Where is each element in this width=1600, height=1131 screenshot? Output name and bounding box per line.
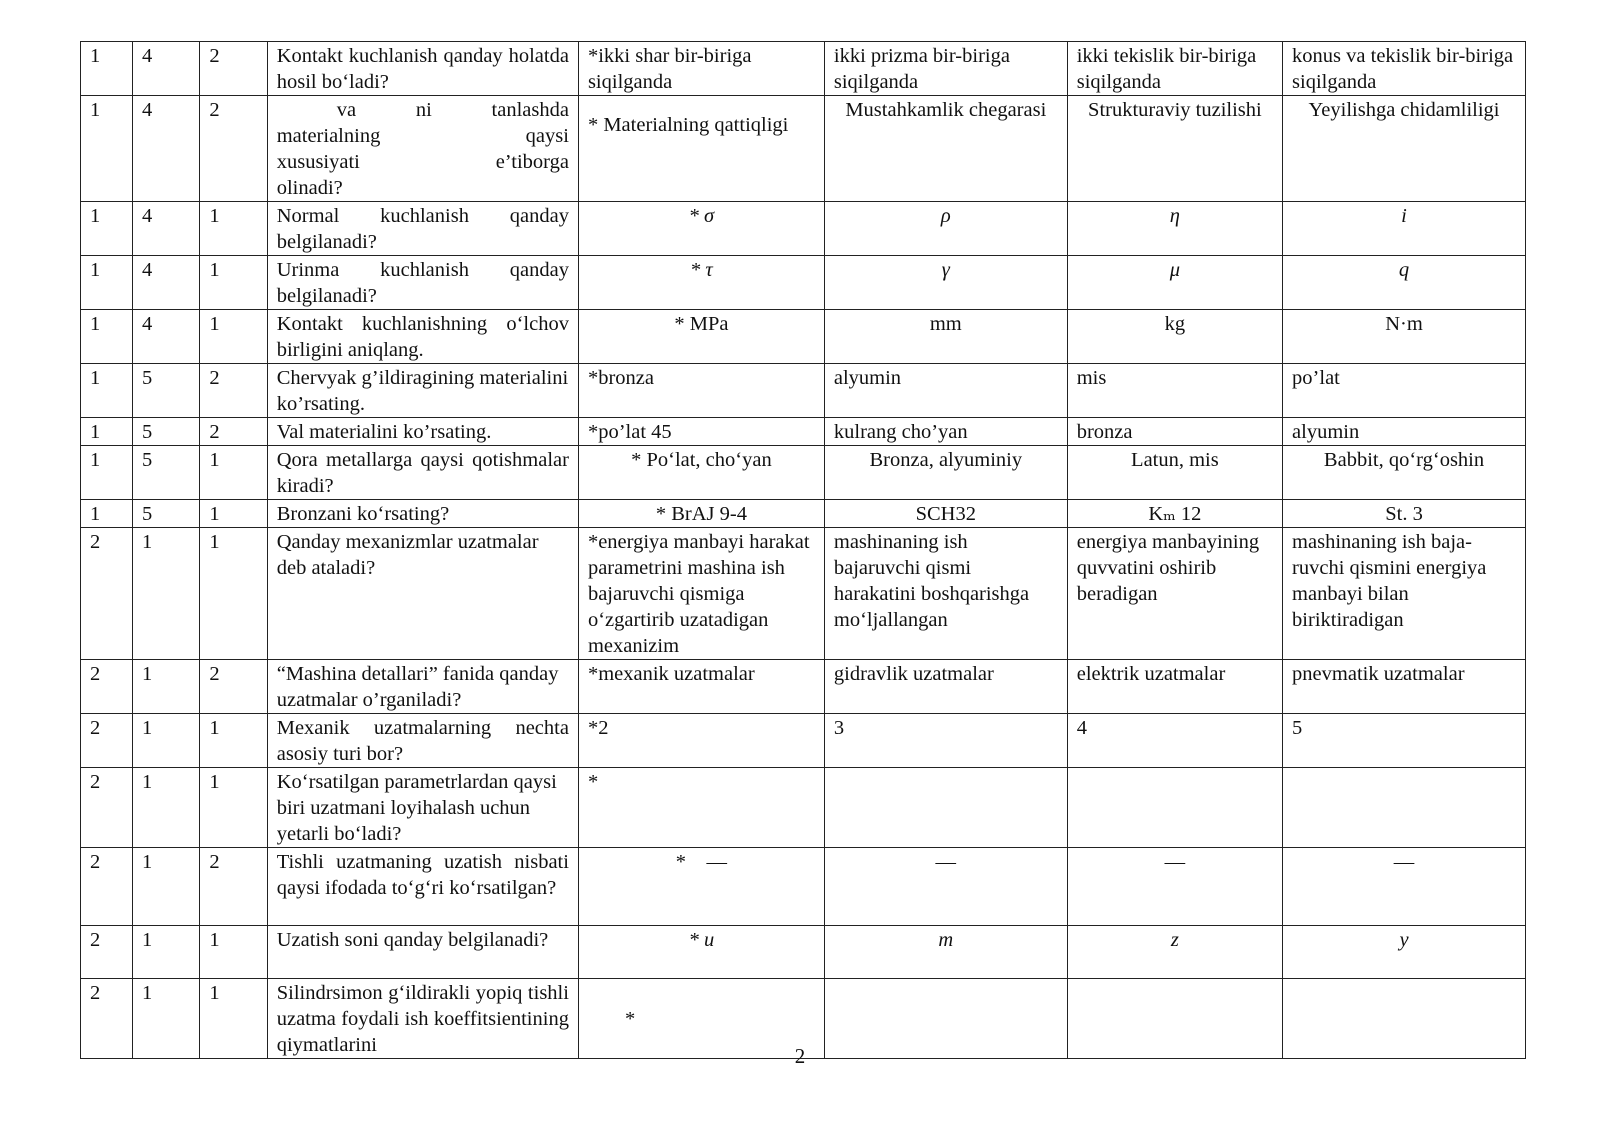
cell-question: Kontakt kuchlanish qanday holatda hosil bo‘ladi? (267, 42, 578, 96)
cell-option-4: i (1283, 202, 1526, 256)
cell-question: Mexanik uzatmalarning nechta asosiy turi bor? (267, 714, 578, 768)
cell-option-2: ikki prizma bir-biriga siqilganda (824, 42, 1067, 96)
cell-topic: 4 (133, 96, 200, 202)
cell-option-2 (824, 768, 1067, 848)
cell-option-4: y (1283, 926, 1526, 979)
cell-section: 2 (81, 926, 133, 979)
cell-option-2: — (824, 848, 1067, 926)
cell-option-4: q (1283, 256, 1526, 310)
cell-option-2: ρ (824, 202, 1067, 256)
cell-level: 2 (200, 418, 267, 446)
cell-option-correct: *2 (578, 714, 824, 768)
cell-option-3: bronza (1067, 418, 1282, 446)
cell-option-4: N·m (1283, 310, 1526, 364)
cell-option-3: Kₘ 12 (1067, 500, 1282, 528)
cell-section: 1 (81, 256, 133, 310)
cell-level: 2 (200, 848, 267, 926)
cell-option-4: — (1283, 848, 1526, 926)
cell-level: 1 (200, 528, 267, 660)
cell-topic: 1 (133, 848, 200, 926)
cell-option-correct: * u (578, 926, 824, 979)
cell-option-2: SCH32 (824, 500, 1067, 528)
cell-level: 2 (200, 660, 267, 714)
cell-option-2: γ (824, 256, 1067, 310)
cell-section: 1 (81, 418, 133, 446)
table-row (81, 96, 1526, 202)
cell-option-3: Strukturaviy tuzilishi (1067, 96, 1282, 202)
cell-topic: 1 (133, 660, 200, 714)
cell-level: 1 (200, 310, 267, 364)
cell-option-3: η (1067, 202, 1282, 256)
table-row (81, 364, 1526, 418)
cell-section: 2 (81, 848, 133, 926)
cell-question: Ko‘rsatilgan parametrlardan qaysi biri uzatmani loyihalash uchun yetarli bo‘ladi? (267, 768, 578, 848)
cell-option-2: gidravlik uzatmalar (824, 660, 1067, 714)
cell-option-3: kg (1067, 310, 1282, 364)
cell-option-3 (1067, 768, 1282, 848)
cell-level: 1 (200, 979, 267, 1059)
table-row (81, 926, 1526, 979)
table-row (81, 418, 1526, 446)
questions-table (80, 41, 1526, 1059)
cell-level: 1 (200, 256, 267, 310)
table-row (81, 848, 1526, 926)
cell-topic: 4 (133, 202, 200, 256)
cell-option-correct: * τ (578, 256, 824, 310)
cell-option-3: μ (1067, 256, 1282, 310)
cell-section: 1 (81, 500, 133, 528)
cell-option-3: mis (1067, 364, 1282, 418)
cell-question: Qora metallarga qaysi qotishmalar kiradi? (267, 446, 578, 500)
cell-topic: 4 (133, 256, 200, 310)
cell-level: 1 (200, 714, 267, 768)
cell-option-2: mashinaning ish bajaruvchi qismi harakatini boshqarishga mo‘ljallangan (824, 528, 1067, 660)
cell-section: 1 (81, 42, 133, 96)
cell-option-2: m (824, 926, 1067, 979)
cell-topic: 5 (133, 500, 200, 528)
cell-section: 1 (81, 202, 133, 256)
cell-option-4: Yeyilishga chidamliligi (1283, 96, 1526, 202)
cell-option-4: mashinaning ish baja-ruvchi qismini energiya manbayi bilan biriktiradigan (1283, 528, 1526, 660)
cell-topic: 5 (133, 446, 200, 500)
cell-section: 2 (81, 528, 133, 660)
cell-option-correct: * BrAJ 9-4 (578, 500, 824, 528)
cell-question: Chervyak g’ildiragining materialini ko’rsating. (267, 364, 578, 418)
cell-option-2: Bronza, alyuminiy (824, 446, 1067, 500)
cell-topic: 4 (133, 42, 200, 96)
cell-option-correct: *energiya manbayi harakat parametrini mashina ish bajaruvchi qismiga o‘zgartirib uzatadigan mexanizim (578, 528, 824, 660)
cell-option-3: z (1067, 926, 1282, 979)
cell-option-4: alyumin (1283, 418, 1526, 446)
cell-topic: 1 (133, 979, 200, 1059)
cell-option-4: konus va tekislik bir-biriga siqilganda (1283, 42, 1526, 96)
cell-option-3: Latun, mis (1067, 446, 1282, 500)
cell-level: 1 (200, 446, 267, 500)
cell-option-correct: *bronza (578, 364, 824, 418)
cell-question: Urinma kuchlanish qanday belgilanadi? (267, 256, 578, 310)
cell-level: 2 (200, 42, 267, 96)
cell-section: 2 (81, 979, 133, 1059)
cell-option-correct: * Po‘lat, cho‘yan (578, 446, 824, 500)
cell-level: 2 (200, 364, 267, 418)
cell-question: Bronzani ko‘rsating? (267, 500, 578, 528)
table-row (81, 256, 1526, 310)
cell-option-2: mm (824, 310, 1067, 364)
cell-question: Normal kuchlanish qanday belgilanadi? (267, 202, 578, 256)
table-row (81, 500, 1526, 528)
cell-option-correct: * — (578, 848, 824, 926)
cell-question: Val materialini ko’rsating. (267, 418, 578, 446)
cell-option-correct: * (578, 979, 824, 1059)
cell-section: 2 (81, 768, 133, 848)
cell-question: Uzatish soni qanday belgilanadi? (267, 926, 578, 979)
cell-option-2: alyumin (824, 364, 1067, 418)
cell-option-4: pnevmatik uzatmalar (1283, 660, 1526, 714)
cell-section: 2 (81, 660, 133, 714)
cell-option-correct: *mexanik uzatmalar (578, 660, 824, 714)
table-row (81, 768, 1526, 848)
table-row (81, 714, 1526, 768)
cell-question: va ni tanlashda materialning qaysi xususiyati e’tiborga olinadi? (267, 96, 578, 202)
cell-option-correct: * Materialning qattiqligi (578, 96, 824, 202)
cell-option-correct: * (578, 768, 824, 848)
cell-topic: 1 (133, 528, 200, 660)
table-row (81, 446, 1526, 500)
cell-option-4 (1283, 768, 1526, 848)
cell-section: 2 (81, 714, 133, 768)
table-row (81, 202, 1526, 256)
cell-level: 1 (200, 926, 267, 979)
cell-option-3: energiya manbayining quvvatini oshirib beradigan (1067, 528, 1282, 660)
cell-question: Qanday mexanizmlar uzatmalar deb ataladi? (267, 528, 578, 660)
cell-topic: 5 (133, 418, 200, 446)
cell-option-correct: * MPa (578, 310, 824, 364)
cell-level: 1 (200, 500, 267, 528)
table-row (81, 660, 1526, 714)
cell-topic: 1 (133, 926, 200, 979)
cell-option-4: po’lat (1283, 364, 1526, 418)
page-number: 2 (794, 1044, 806, 1068)
cell-option-3: elektrik uzatmalar (1067, 660, 1282, 714)
cell-level: 2 (200, 96, 267, 202)
cell-topic: 5 (133, 364, 200, 418)
table-row (81, 310, 1526, 364)
cell-option-3: — (1067, 848, 1282, 926)
cell-option-correct: *po’lat 45 (578, 418, 824, 446)
cell-topic: 1 (133, 768, 200, 848)
cell-level: 1 (200, 202, 267, 256)
cell-option-3: ikki tekislik bir-biriga siqilganda (1067, 42, 1282, 96)
cell-question: Tishli uzatmaning uzatish nisbati qaysi ifodada to‘g‘ri ko‘rsatilgan? (267, 848, 578, 926)
cell-option-4: Babbit, qo‘rg‘oshin (1283, 446, 1526, 500)
cell-topic: 1 (133, 714, 200, 768)
cell-question: Silindrsimon g‘ildirakli yopiq tishli uzatma foydali ish koeffitsientining qiymatlarini (267, 979, 578, 1059)
cell-option-3: 4 (1067, 714, 1282, 768)
cell-question: Kontakt kuchlanishning o‘lchov birligini aniqlang. (267, 310, 578, 364)
table-row (81, 42, 1526, 96)
cell-level: 1 (200, 768, 267, 848)
cell-option-4: 5 (1283, 714, 1526, 768)
cell-topic: 4 (133, 310, 200, 364)
cell-option-2: Mustahkamlik chegarasi (824, 96, 1067, 202)
cell-section: 1 (81, 96, 133, 202)
cell-question: “Mashina detallari” fanida qanday uzatmalar o’rganiladi? (267, 660, 578, 714)
cell-option-2: kulrang cho’yan (824, 418, 1067, 446)
cell-option-4: St. 3 (1283, 500, 1526, 528)
cell-option-correct: *ikki shar bir-biriga siqilganda (578, 42, 824, 96)
cell-section: 1 (81, 364, 133, 418)
cell-option-correct: * σ (578, 202, 824, 256)
cell-section: 1 (81, 310, 133, 364)
cell-section: 1 (81, 446, 133, 500)
table-row (81, 528, 1526, 660)
cell-option-2: 3 (824, 714, 1067, 768)
